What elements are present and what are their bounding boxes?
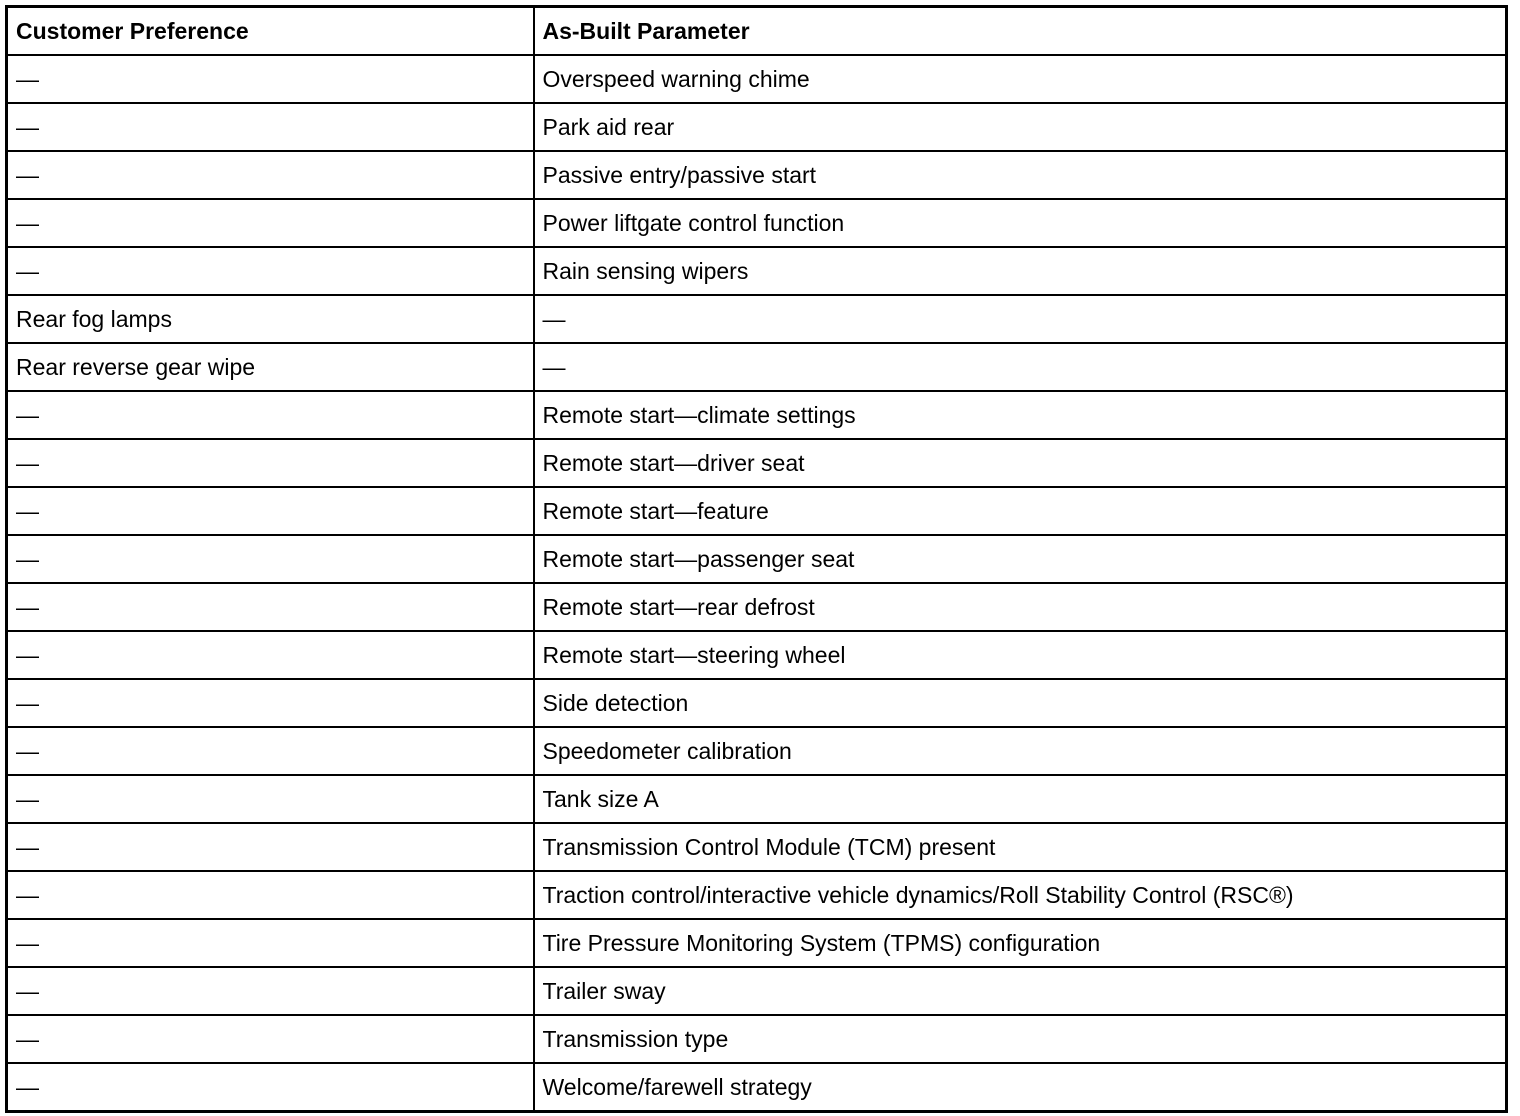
as-built-parameter-cell: Park aid rear	[534, 103, 1507, 151]
as-built-parameter-cell: Tank size A	[534, 775, 1507, 823]
table-row	[7, 919, 1507, 967]
as-built-parameter-cell: Overspeed warning chime	[534, 55, 1507, 103]
table-row	[7, 631, 1507, 679]
customer-preference-cell: —	[7, 919, 534, 967]
table-row	[7, 535, 1507, 583]
customer-preference-cell: —	[7, 439, 534, 487]
customer-preference-cell: —	[7, 967, 534, 1015]
table-row	[7, 295, 1507, 343]
as-built-parameter-table	[5, 5, 1508, 1113]
table-row	[7, 775, 1507, 823]
as-built-parameter-cell: Passive entry/passive start	[534, 151, 1507, 199]
table-row	[7, 1063, 1507, 1112]
as-built-parameter-cell: Transmission type	[534, 1015, 1507, 1063]
as-built-parameter-cell: Remote start—steering wheel	[534, 631, 1507, 679]
as-built-parameter-cell: Remote start—climate settings	[534, 391, 1507, 439]
customer-preference-cell: —	[7, 55, 534, 103]
customer-preference-cell: —	[7, 535, 534, 583]
customer-preference-cell: —	[7, 823, 534, 871]
customer-preference-cell: —	[7, 1063, 534, 1112]
table-row	[7, 343, 1507, 391]
as-built-parameter-cell: Transmission Control Module (TCM) present	[534, 823, 1507, 871]
as-built-parameter-cell: Remote start—rear defrost	[534, 583, 1507, 631]
customer-preference-cell: —	[7, 727, 534, 775]
table-row	[7, 967, 1507, 1015]
table-row	[7, 439, 1507, 487]
customer-preference-cell: —	[7, 775, 534, 823]
customer-preference-cell: Rear reverse gear wipe	[7, 343, 534, 391]
table-row	[7, 103, 1507, 151]
as-built-parameter-cell: Traction control/interactive vehicle dynamics/Roll Stability Control (RSC®)	[534, 871, 1507, 919]
column-header-customer-preference: Customer Preference	[7, 7, 534, 56]
as-built-parameter-cell: —	[534, 343, 1507, 391]
customer-preference-cell: —	[7, 391, 534, 439]
as-built-parameter-cell: Speedometer calibration	[534, 727, 1507, 775]
customer-preference-cell: —	[7, 103, 534, 151]
table-row	[7, 727, 1507, 775]
customer-preference-cell: —	[7, 583, 534, 631]
table-row	[7, 55, 1507, 103]
table-row	[7, 583, 1507, 631]
table-row	[7, 151, 1507, 199]
customer-preference-cell: —	[7, 871, 534, 919]
table-row	[7, 199, 1507, 247]
table-row	[7, 1015, 1507, 1063]
as-built-parameter-cell: Side detection	[534, 679, 1507, 727]
table-row	[7, 391, 1507, 439]
customer-preference-cell: —	[7, 631, 534, 679]
as-built-parameter-cell: Remote start—feature	[534, 487, 1507, 535]
as-built-parameter-cell: Tire Pressure Monitoring System (TPMS) configuration	[534, 919, 1507, 967]
as-built-parameter-cell: Trailer sway	[534, 967, 1507, 1015]
table-row	[7, 871, 1507, 919]
as-built-parameter-cell: Rain sensing wipers	[534, 247, 1507, 295]
table-row	[7, 487, 1507, 535]
customer-preference-cell: —	[7, 151, 534, 199]
as-built-parameter-cell: Remote start—passenger seat	[534, 535, 1507, 583]
customer-preference-cell: —	[7, 1015, 534, 1063]
customer-preference-cell: Rear fog lamps	[7, 295, 534, 343]
table-row	[7, 247, 1507, 295]
table-row	[7, 823, 1507, 871]
as-built-parameter-cell: —	[534, 295, 1507, 343]
customer-preference-cell: —	[7, 487, 534, 535]
customer-preference-cell: —	[7, 679, 534, 727]
column-header-as-built-parameter: As-Built Parameter	[534, 7, 1507, 56]
table-header-row	[7, 7, 1507, 56]
customer-preference-cell: —	[7, 199, 534, 247]
customer-preference-cell: —	[7, 247, 534, 295]
table-row	[7, 679, 1507, 727]
as-built-parameter-cell: Welcome/farewell strategy	[534, 1063, 1507, 1112]
as-built-parameter-cell: Remote start—driver seat	[534, 439, 1507, 487]
as-built-parameter-cell: Power liftgate control function	[534, 199, 1507, 247]
